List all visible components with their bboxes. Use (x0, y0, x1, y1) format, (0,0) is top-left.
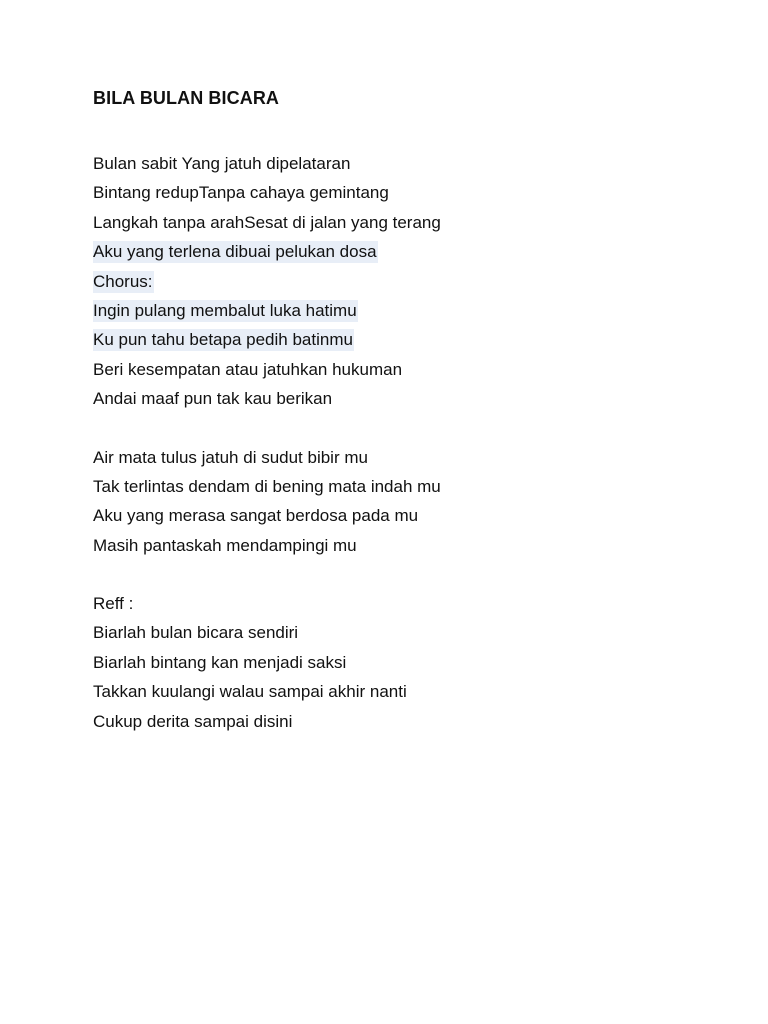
lyric-line-text: Andai maaf pun tak kau berikan (93, 389, 333, 409)
lyric-line (93, 618, 733, 647)
lyric-line-text: Langkah tanpa arahSesat di jalan yang terang (93, 212, 441, 232)
reff-label-text: Reff : (93, 594, 134, 614)
lyric-line (93, 648, 733, 677)
lyric-line-text: Cukup derita sampai disini (93, 711, 293, 731)
lyric-line-text: Ku pun tahu betapa pedih batinmu (93, 330, 353, 350)
stanza-3 (93, 589, 733, 736)
lyric-line (93, 531, 733, 560)
lyric-line (93, 472, 733, 501)
lyric-line (93, 707, 733, 736)
lyric-line-text: Ingin pulang membalut luka hatimu (93, 300, 357, 320)
lyric-line (93, 501, 733, 530)
stanza-2 (93, 443, 733, 561)
lyric-line (93, 178, 733, 207)
lyric-line-text: Air mata tulus jatuh di sudut bibir mu (93, 447, 368, 467)
lyric-line (93, 677, 733, 706)
lyric-line-text: Biarlah bintang kan menjadi saksi (93, 652, 347, 672)
lyric-line (93, 149, 733, 178)
lyric-line-text: Takkan kuulangi walau sampai akhir nanti (93, 682, 407, 702)
lyric-line (93, 208, 733, 237)
lyric-line-text: Bulan sabit Yang jatuh dipelataran (93, 154, 351, 173)
lyric-line (93, 443, 733, 472)
lyric-line (93, 384, 733, 413)
document-page (93, 85, 733, 765)
lyric-line-text: Aku yang merasa sangat berdosa pada mu (93, 506, 419, 526)
reff-label (93, 589, 733, 618)
lyric-line (93, 355, 733, 384)
lyric-line-text: Aku yang terlena dibuai pelukan dosa (93, 242, 377, 262)
stanza-1 (93, 149, 733, 414)
lyric-line (93, 325, 733, 354)
lyric-line-text: Biarlah bulan bicara sendiri (93, 623, 299, 643)
lyric-line-text: Bintang redupTanpa cahaya gemintang (93, 183, 389, 203)
chorus-label (93, 267, 733, 296)
document-title: BILA BULAN BICARA (93, 88, 280, 108)
lyric-line (93, 296, 733, 325)
lyric-line-text: Tak terlintas dendam di bening mata indah mu (93, 476, 441, 496)
lyric-line-text: Beri kesempatan atau jatuhkan hukuman (93, 359, 403, 379)
chorus-label-text: Chorus: (93, 271, 153, 291)
lyric-line-text: Masih pantaskah mendampingi mu (93, 535, 357, 555)
lyric-line (93, 237, 733, 266)
